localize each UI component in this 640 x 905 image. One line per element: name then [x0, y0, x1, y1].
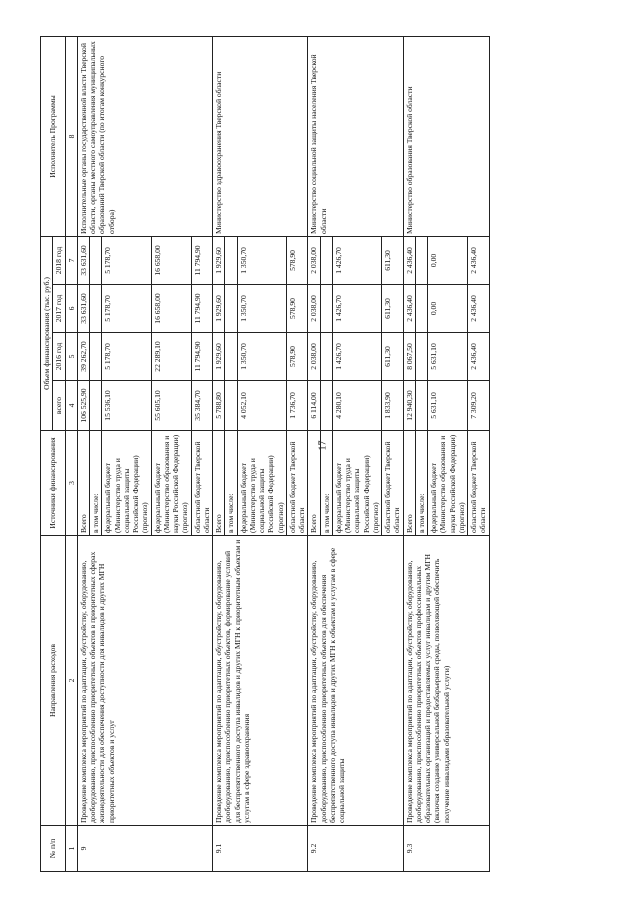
header-2018: 2018 год	[53, 236, 65, 284]
financing-table	[40, 36, 490, 872]
amount-2018	[225, 236, 237, 284]
amount-2016: 2 038,00	[308, 333, 320, 381]
amount-2017: 611,30	[382, 285, 404, 333]
amount-total	[225, 381, 237, 431]
amount-2016: 5 631,10	[428, 333, 468, 381]
amount-2016: 2 436,40	[468, 333, 490, 381]
funding-source: в том числе:	[320, 431, 332, 536]
amount-2016: 11 794,90	[191, 333, 213, 381]
amount-2018: 16 658,00	[151, 236, 191, 284]
expense-direction: Проведение комплекса мероприятий по адаптации, обустройству, оборудованию, дооборудованию, приспособлению приоритетных объектов профессиональных образовательных организаций и предоставляемых услуг инвалидам и другим МГН (включая создание универсальной безбарьерной среды, позволяющей обеспечить получение инвалидами образовательной услуги)	[403, 536, 489, 826]
amount-total: 6 114,00	[308, 381, 320, 431]
amount-total: 4 280,10	[332, 381, 381, 431]
amount-2016: 39 262,70	[77, 333, 89, 381]
funding-source: Всего	[213, 431, 225, 536]
amount-2016: 1 929,60	[213, 333, 225, 381]
table-row	[308, 36, 320, 871]
funding-source: Всего	[403, 431, 415, 536]
rotated-table-wrapper	[40, 37, 580, 872]
amount-total	[415, 381, 427, 431]
column-index: 6	[65, 285, 77, 333]
funding-source: федеральный бюджет (Министерство образования и науки Российской Федерации) (прогноз)	[428, 431, 468, 536]
row-number: 9	[77, 826, 212, 872]
amount-2018: 33 631,60	[77, 236, 89, 284]
header-volume: Объем финансирования (тыс. руб.)	[41, 236, 53, 430]
amount-2018: 1 929,60	[213, 236, 225, 284]
table-body	[77, 36, 489, 871]
amount-2017	[90, 285, 102, 333]
amount-total: 12 940,30	[403, 381, 415, 431]
header-2017: 2017 год	[53, 285, 65, 333]
funding-source: Всего	[77, 431, 89, 536]
amount-total: 1 833,90	[382, 381, 404, 431]
funding-source: федеральный бюджет (Министерство труда и социальной защиты Российской Федерации) (прогноз)	[332, 431, 381, 536]
amount-2016: 611,30	[382, 333, 404, 381]
funding-source: в том числе:	[225, 431, 237, 536]
amount-2017: 16 658,00	[151, 285, 191, 333]
amount-2016	[90, 333, 102, 381]
amount-2017	[320, 285, 332, 333]
amount-total: 1 736,70	[286, 381, 308, 431]
funding-source: Всего	[308, 431, 320, 536]
amount-2017: 578,90	[286, 285, 308, 333]
row-number: 9.2	[308, 826, 403, 872]
funding-source: областной бюджет Тверской области	[468, 431, 490, 536]
funding-source: федеральный бюджет (Министерство труда и социальной защиты Российской Федерации) (прогноз)	[237, 431, 286, 536]
table-row	[213, 36, 225, 871]
amount-total: 106 525,90	[77, 381, 89, 431]
header-direction: Направления расходов	[41, 536, 66, 826]
amount-2018: 2 436,40	[403, 236, 415, 284]
amount-total: 55 605,10	[151, 381, 191, 431]
funding-source: в том числе:	[415, 431, 427, 536]
amount-2017: 11 794,90	[191, 285, 213, 333]
amount-2017: 5 178,70	[102, 285, 151, 333]
header-source: Источники финансирования	[41, 431, 66, 536]
amount-2016	[415, 333, 427, 381]
expense-direction: Проведение комплекса мероприятий по адаптации, обустройству, оборудованию, дооборудованию, приспособлению приоритетных объектов, формирование условий для беспрепятственного доступа инвалидов и других МГН к приоритетным объектам и услугам в сфере здравоохранения	[213, 536, 308, 826]
funding-source: областной бюджет Тверской области	[286, 431, 308, 536]
amount-2016: 8 067,50	[403, 333, 415, 381]
amount-total: 5 788,80	[213, 381, 225, 431]
program-executor: Министерство здравоохранения Тверской области	[213, 36, 308, 236]
amount-2016	[225, 333, 237, 381]
amount-2018: 578,90	[286, 236, 308, 284]
amount-2017	[225, 285, 237, 333]
amount-2018	[415, 236, 427, 284]
expense-direction: Проведение комплекса мероприятий по адаптации, обустройству, оборудованию, дооборудованию, приспособлению приоритетных объектов для обеспечения беспрепятственного доступа инвалидов и других МГН к объектам и услугам в сфере социальной защиты	[308, 536, 403, 826]
amount-2016	[320, 333, 332, 381]
table-row	[77, 36, 89, 871]
column-index: 1	[65, 826, 77, 872]
amount-2016: 1 350,70	[237, 333, 286, 381]
table-row	[403, 36, 415, 871]
column-index: 8	[65, 36, 77, 236]
amount-2016: 5 178,70	[102, 333, 151, 381]
amount-2018: 611,30	[382, 236, 404, 284]
header-total: всего	[53, 381, 65, 431]
amount-2017	[415, 285, 427, 333]
funding-source: федеральный бюджет (Министерство образования и науки Российской Федерации) (прогноз)	[151, 431, 191, 536]
amount-total: 4 052,10	[237, 381, 286, 431]
amount-2018: 1 426,70	[332, 236, 381, 284]
header-num: № п/п	[41, 826, 66, 872]
amount-total	[90, 381, 102, 431]
header-executor: Исполнитель Программы	[41, 36, 66, 236]
program-executor: Министерство социальной защиты населения Тверской области	[308, 36, 403, 236]
funding-source: областной бюджет Тверской области	[191, 431, 213, 536]
amount-2018	[90, 236, 102, 284]
amount-total: 35 384,70	[191, 381, 213, 431]
funding-source: федеральный бюджет (Министерство труда и социальной защиты Российской Федерации) (прогноз)	[102, 431, 151, 536]
amount-2017: 2 436,40	[403, 285, 415, 333]
program-executor: Министерство образования Тверской области	[403, 36, 489, 236]
amount-2018	[320, 236, 332, 284]
amount-2017: 1 929,60	[213, 285, 225, 333]
column-index: 7	[65, 236, 77, 284]
header-2016: 2016 год	[53, 333, 65, 381]
column-index: 3	[65, 431, 77, 536]
amount-2016: 22 289,10	[151, 333, 191, 381]
amount-2017: 33 631,60	[77, 285, 89, 333]
amount-2018: 1 350,70	[237, 236, 286, 284]
amount-2017: 1 426,70	[332, 285, 381, 333]
amount-2017: 1 350,70	[237, 285, 286, 333]
page-number: 17	[317, 440, 329, 451]
amount-total: 7 309,20	[468, 381, 490, 431]
expense-direction: Проведение комплекса мероприятий по адаптации, обустройству, оборудованию, дооборудованию, приспособлению приоритетных объектов в приоритетных сферах жизнедеятельности для обеспечения доступности для инвалидов и других МГН приоритетных объектов и услуг	[77, 536, 212, 826]
program-executor: Исполнительные органы государственной власти Тверской области, органы местного самоуправления муниципальных образований Тверской области (по итогам конкурсного отбора)	[77, 36, 212, 236]
amount-2017: 0,00	[428, 285, 468, 333]
amount-total: 15 536,10	[102, 381, 151, 431]
amount-2017: 2 436,40	[468, 285, 490, 333]
funding-source: областной бюджет Тверской области	[382, 431, 404, 536]
column-index: 2	[65, 536, 77, 826]
row-number: 9.3	[403, 826, 489, 872]
row-number: 9.1	[213, 826, 308, 872]
amount-2018: 0,00	[428, 236, 468, 284]
amount-total: 5 631,10	[428, 381, 468, 431]
amount-total	[320, 381, 332, 431]
column-index: 5	[65, 333, 77, 381]
amount-2018: 2 038,00	[308, 236, 320, 284]
amount-2018: 5 178,70	[102, 236, 151, 284]
amount-2018: 11 794,90	[191, 236, 213, 284]
column-index: 4	[65, 381, 77, 431]
amount-2016: 1 426,70	[332, 333, 381, 381]
amount-2018: 2 436,40	[468, 236, 490, 284]
amount-2016: 578,90	[286, 333, 308, 381]
amount-2017: 2 038,00	[308, 285, 320, 333]
funding-source: в том числе:	[90, 431, 102, 536]
